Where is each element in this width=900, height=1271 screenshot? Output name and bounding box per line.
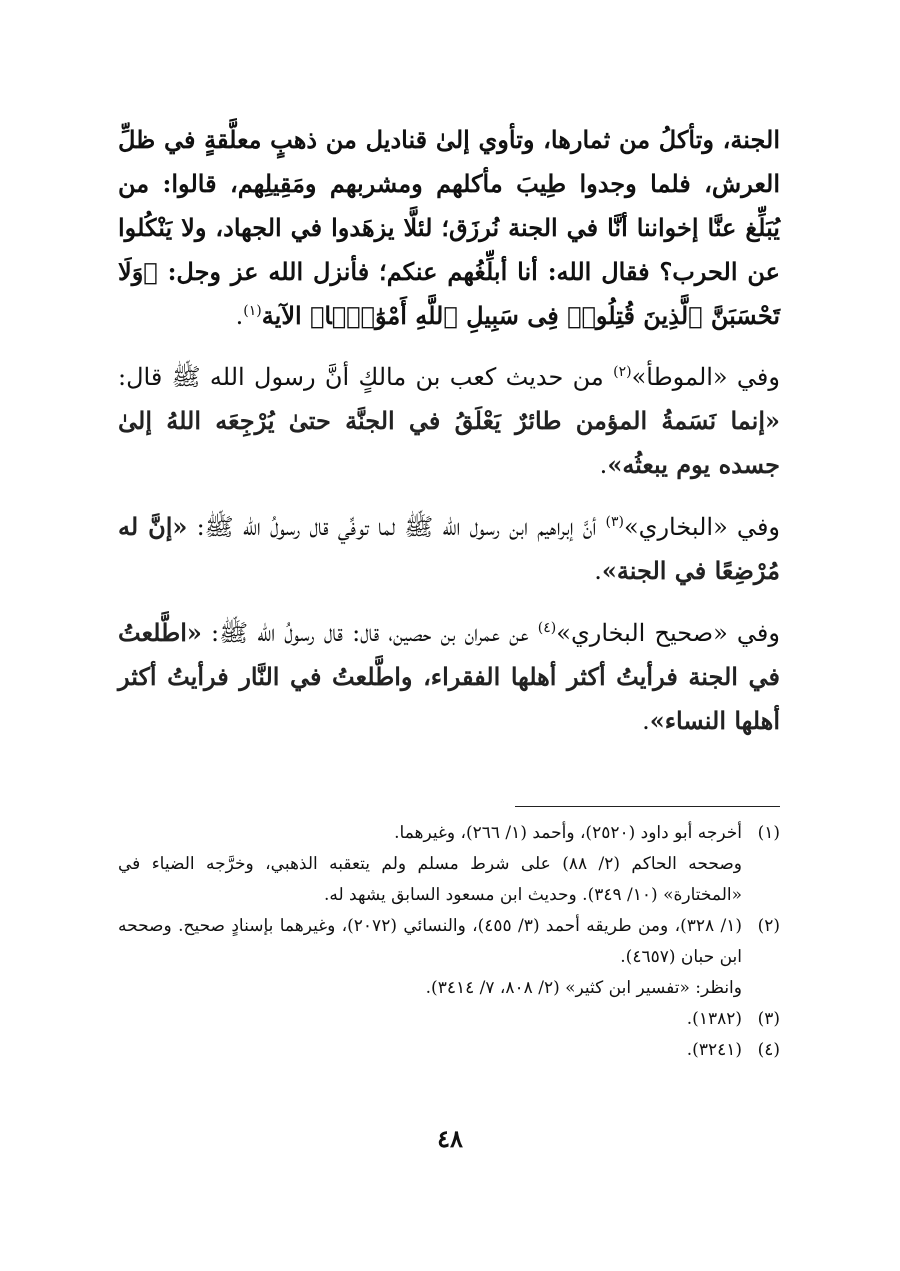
footnote-2	[118, 911, 780, 1004]
paragraph-2-tail: .	[599, 451, 608, 479]
paragraph-4-lead: وفي «صحيح البخاري»	[556, 619, 780, 647]
footnote-line: (١٣٨٢).	[686, 1009, 742, 1029]
paragraph-4	[118, 611, 780, 743]
paragraph-2-lead: وفي «الموطأ»	[631, 363, 780, 391]
footnote-ref-2[interactable]: (٢)	[613, 364, 632, 380]
footnote-number: (٢)	[757, 916, 780, 936]
paragraph-3	[118, 505, 780, 593]
footnote-line: أخرجه أبو داود (٢٥٢٠)، وأحمد (١/ ٢٦٦)، وغيرهما.	[394, 823, 742, 843]
hadith-quote-3: «إنَّ له مُرْضِعًا في الجنة»	[118, 512, 780, 585]
footnote-3	[118, 1004, 780, 1035]
footnote-body	[118, 818, 742, 911]
paragraph-2	[118, 356, 780, 487]
footnote-number: (٣)	[757, 1009, 780, 1029]
page-number: ٤٨	[437, 1124, 463, 1153]
paragraph-2-mid: من حديث كعب بن مالكٍ أنَّ رسول الله ﷺ قال:	[118, 363, 614, 391]
footnote-ref-4[interactable]: (٤)	[537, 620, 557, 636]
paragraph-1-tail: .	[235, 302, 244, 330]
paragraph-3-tail: .	[594, 557, 602, 585]
footnote-body	[118, 911, 742, 1004]
footnotes-section	[118, 818, 780, 1066]
hadith-quote-4: «اطَّلعتُ في الجنة فرأيتُ أكثر أهلها الفقراء، واطَّلعتُ في النَّار فرأيتُ أكثر أهلها النساء»	[118, 618, 780, 735]
footnote-line: (٣٢٤١).	[686, 1040, 742, 1060]
hadith-quote-2: «إنما نَسَمةُ المؤمن طائرٌ يَعْلَقُ في الجنَّة حتىٰ يُرْجِعَه اللهُ إلىٰ جسده يوم يبعثُه»	[118, 406, 780, 479]
footnote-body	[118, 1004, 742, 1035]
footnote-ref-3[interactable]: (٣)	[605, 514, 624, 530]
footnote-4	[118, 1035, 780, 1066]
footnote-line: وانظر: «تفسير ابن كثير» (٢/ ٨٠٨، ٧/ ٣٤١٤).	[425, 978, 742, 998]
paragraph-4-mid: عن عمران بن حصين، قال: قال رسولُ الله ﷺ:	[201, 619, 538, 647]
paragraph-3-mid: أنَّ إبراهيم ابن رسول الله ﷺ لما توفِّي قال رسولُ الله ﷺ:	[187, 513, 606, 541]
paragraph-1-text: الجنة، وتأكلُ من ثمارها، وتأوي إلىٰ قناديل من ذهبٍ معلَّقةٍ في ظلِّ العرش، فلما وجدوا طِيبَ مأكلهم ومشربهم ومَقِيلِهم، قالوا: من يُبَلِّغ عنَّا إخواننا أنَّا في الجنة نُرزَق؛ لئلَّا يزهَدوا في الجهاد، ولا يَنْكُلوا عن الحرب؟ فقال الله: أنا أبلِّغُهم عنكم؛ فأنزل الله عز وجل: ﴿وَلَا تَحْسَبَنَّ ٱلَّذِينَ قُتِلُوا۟ فِى سَبِيلِ ٱللَّهِ أَمْوَٰتًۢا﴾ الآية	[118, 125, 780, 330]
footnote-body	[118, 1035, 742, 1066]
footnote-line: وصححه الحاكم (٢/ ٨٨) على شرط مسلم ولم يتعقبه الذهبي، وخرَّجه الضياء في «المختارة» (١٠/ ٣٤٩). وحديث ابن مسعود السابق يشهد له.	[118, 854, 743, 905]
paragraph-3-lead: وفي «البخاري»	[623, 513, 781, 541]
footnote-number: (٤)	[757, 1040, 780, 1060]
footnote-divider	[515, 806, 780, 807]
footnote-number: (١)	[757, 823, 780, 843]
footnote-ref-1[interactable]: (١)	[243, 303, 262, 319]
paragraph-1	[118, 118, 780, 338]
paragraph-4-tail: .	[642, 707, 650, 735]
footnote-1	[118, 818, 780, 911]
footnote-line: (١/ ٣٢٨)، ومن طريقه أحمد (٣/ ٤٥٥)، والنسائي (٢٠٧٢)، وغيرهما بإسنادٍ صحيح. وصححه ابن حبان (٤٦٥٧).	[118, 916, 742, 967]
main-text	[118, 118, 780, 761]
